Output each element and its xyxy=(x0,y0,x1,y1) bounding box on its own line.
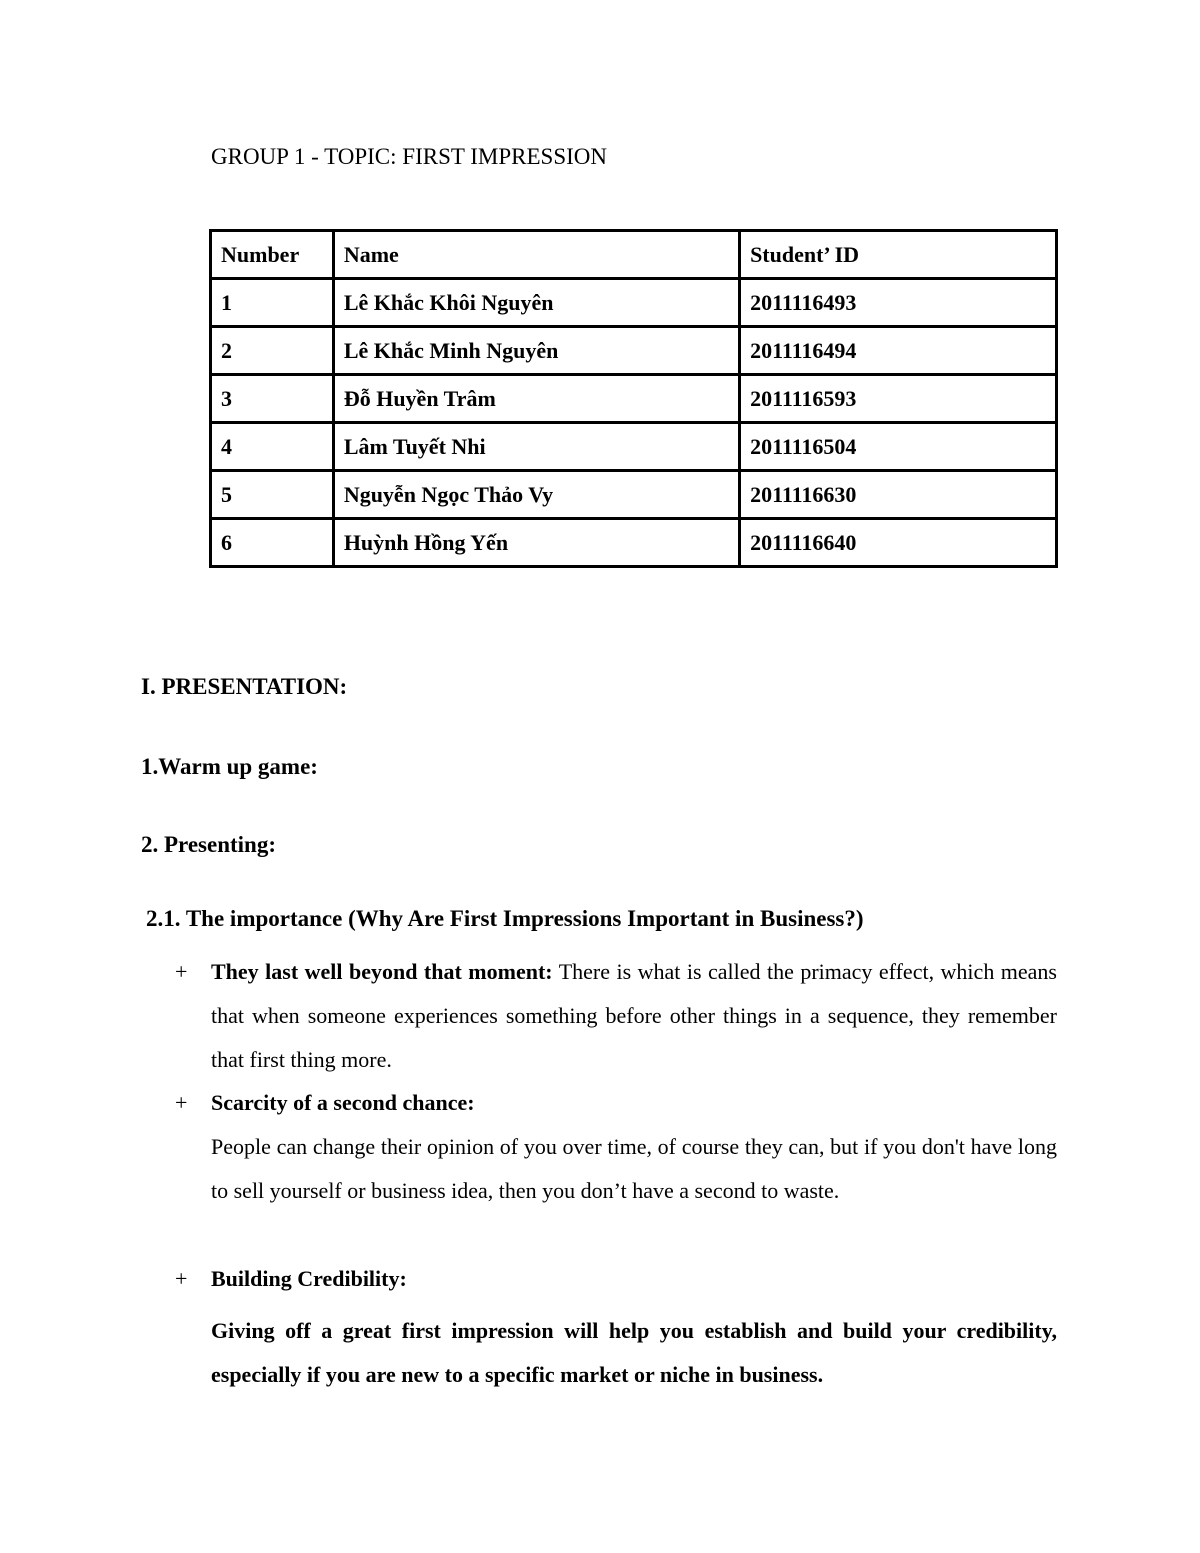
section-heading-presenting: 2. Presenting: xyxy=(141,832,277,857)
subsection-heading-importance: 2.1. The importance (Why Are First Impressions Important in Business?) xyxy=(146,906,864,931)
cell-number: 1 xyxy=(211,279,334,327)
table-row xyxy=(211,423,1057,471)
header-student-id: Student’ ID xyxy=(740,231,1057,279)
cell-name: Lâm Tuyết Nhi xyxy=(333,423,739,471)
bullet-item-primacy xyxy=(211,950,1057,1082)
header-number: Number xyxy=(211,231,334,279)
cell-number: 4 xyxy=(211,423,334,471)
cell-name: Lê Khắc Minh Nguyên xyxy=(333,327,739,375)
cell-number: 2 xyxy=(211,327,334,375)
cell-student-id: 2011116630 xyxy=(740,471,1057,519)
bullet-title: Building Credibility: xyxy=(211,1266,407,1291)
bullet-text: People can change their opinion of you over time, of course they can, but if you don't have long to sell yourself or business idea, then you don’t have a second to waste. xyxy=(211,1134,1057,1203)
bullet-title: Scarcity of a second chance: xyxy=(211,1090,475,1115)
header-name: Name xyxy=(333,231,739,279)
table-row xyxy=(211,519,1057,567)
cell-name: Huỳnh Hồng Yến xyxy=(333,519,739,567)
members-table xyxy=(209,229,1058,568)
cell-student-id: 2011116504 xyxy=(740,423,1057,471)
bullet-text: Giving off a great first impression will help you establish and build your credibility, especially if you are new to a specific market or niche in business. xyxy=(211,1318,1057,1387)
section-heading-warmup: 1.Warm up game: xyxy=(141,754,318,779)
cell-number: 5 xyxy=(211,471,334,519)
bullet-title: They last well beyond that moment: xyxy=(211,959,553,984)
cell-student-id: 2011116494 xyxy=(740,327,1057,375)
table-row xyxy=(211,279,1057,327)
table-row xyxy=(211,471,1057,519)
cell-number: 6 xyxy=(211,519,334,567)
cell-number: 3 xyxy=(211,375,334,423)
table-header-row xyxy=(211,231,1057,279)
cell-name: Nguyễn Ngọc Thảo Vy xyxy=(333,471,739,519)
cell-student-id: 2011116640 xyxy=(740,519,1057,567)
table-row xyxy=(211,375,1057,423)
cell-name: Lê Khắc Khôi Nguyên xyxy=(333,279,739,327)
bullet-marker: + xyxy=(175,1266,188,1291)
bullet-text: There is what is called the primacy effect, which means that when someone experiences something before other things in a sequence, they remember that first thing more. xyxy=(211,959,1057,1072)
bullet-marker: + xyxy=(175,959,188,984)
table-row xyxy=(211,327,1057,375)
cell-student-id: 2011116493 xyxy=(740,279,1057,327)
document-title: GROUP 1 - TOPIC: FIRST IMPRESSION xyxy=(211,144,607,169)
bullet-marker: + xyxy=(175,1090,188,1115)
section-heading-presentation: I. PRESENTATION: xyxy=(141,674,348,699)
cell-student-id: 2011116593 xyxy=(740,375,1057,423)
cell-name: Đỗ Huyền Trâm xyxy=(333,375,739,423)
